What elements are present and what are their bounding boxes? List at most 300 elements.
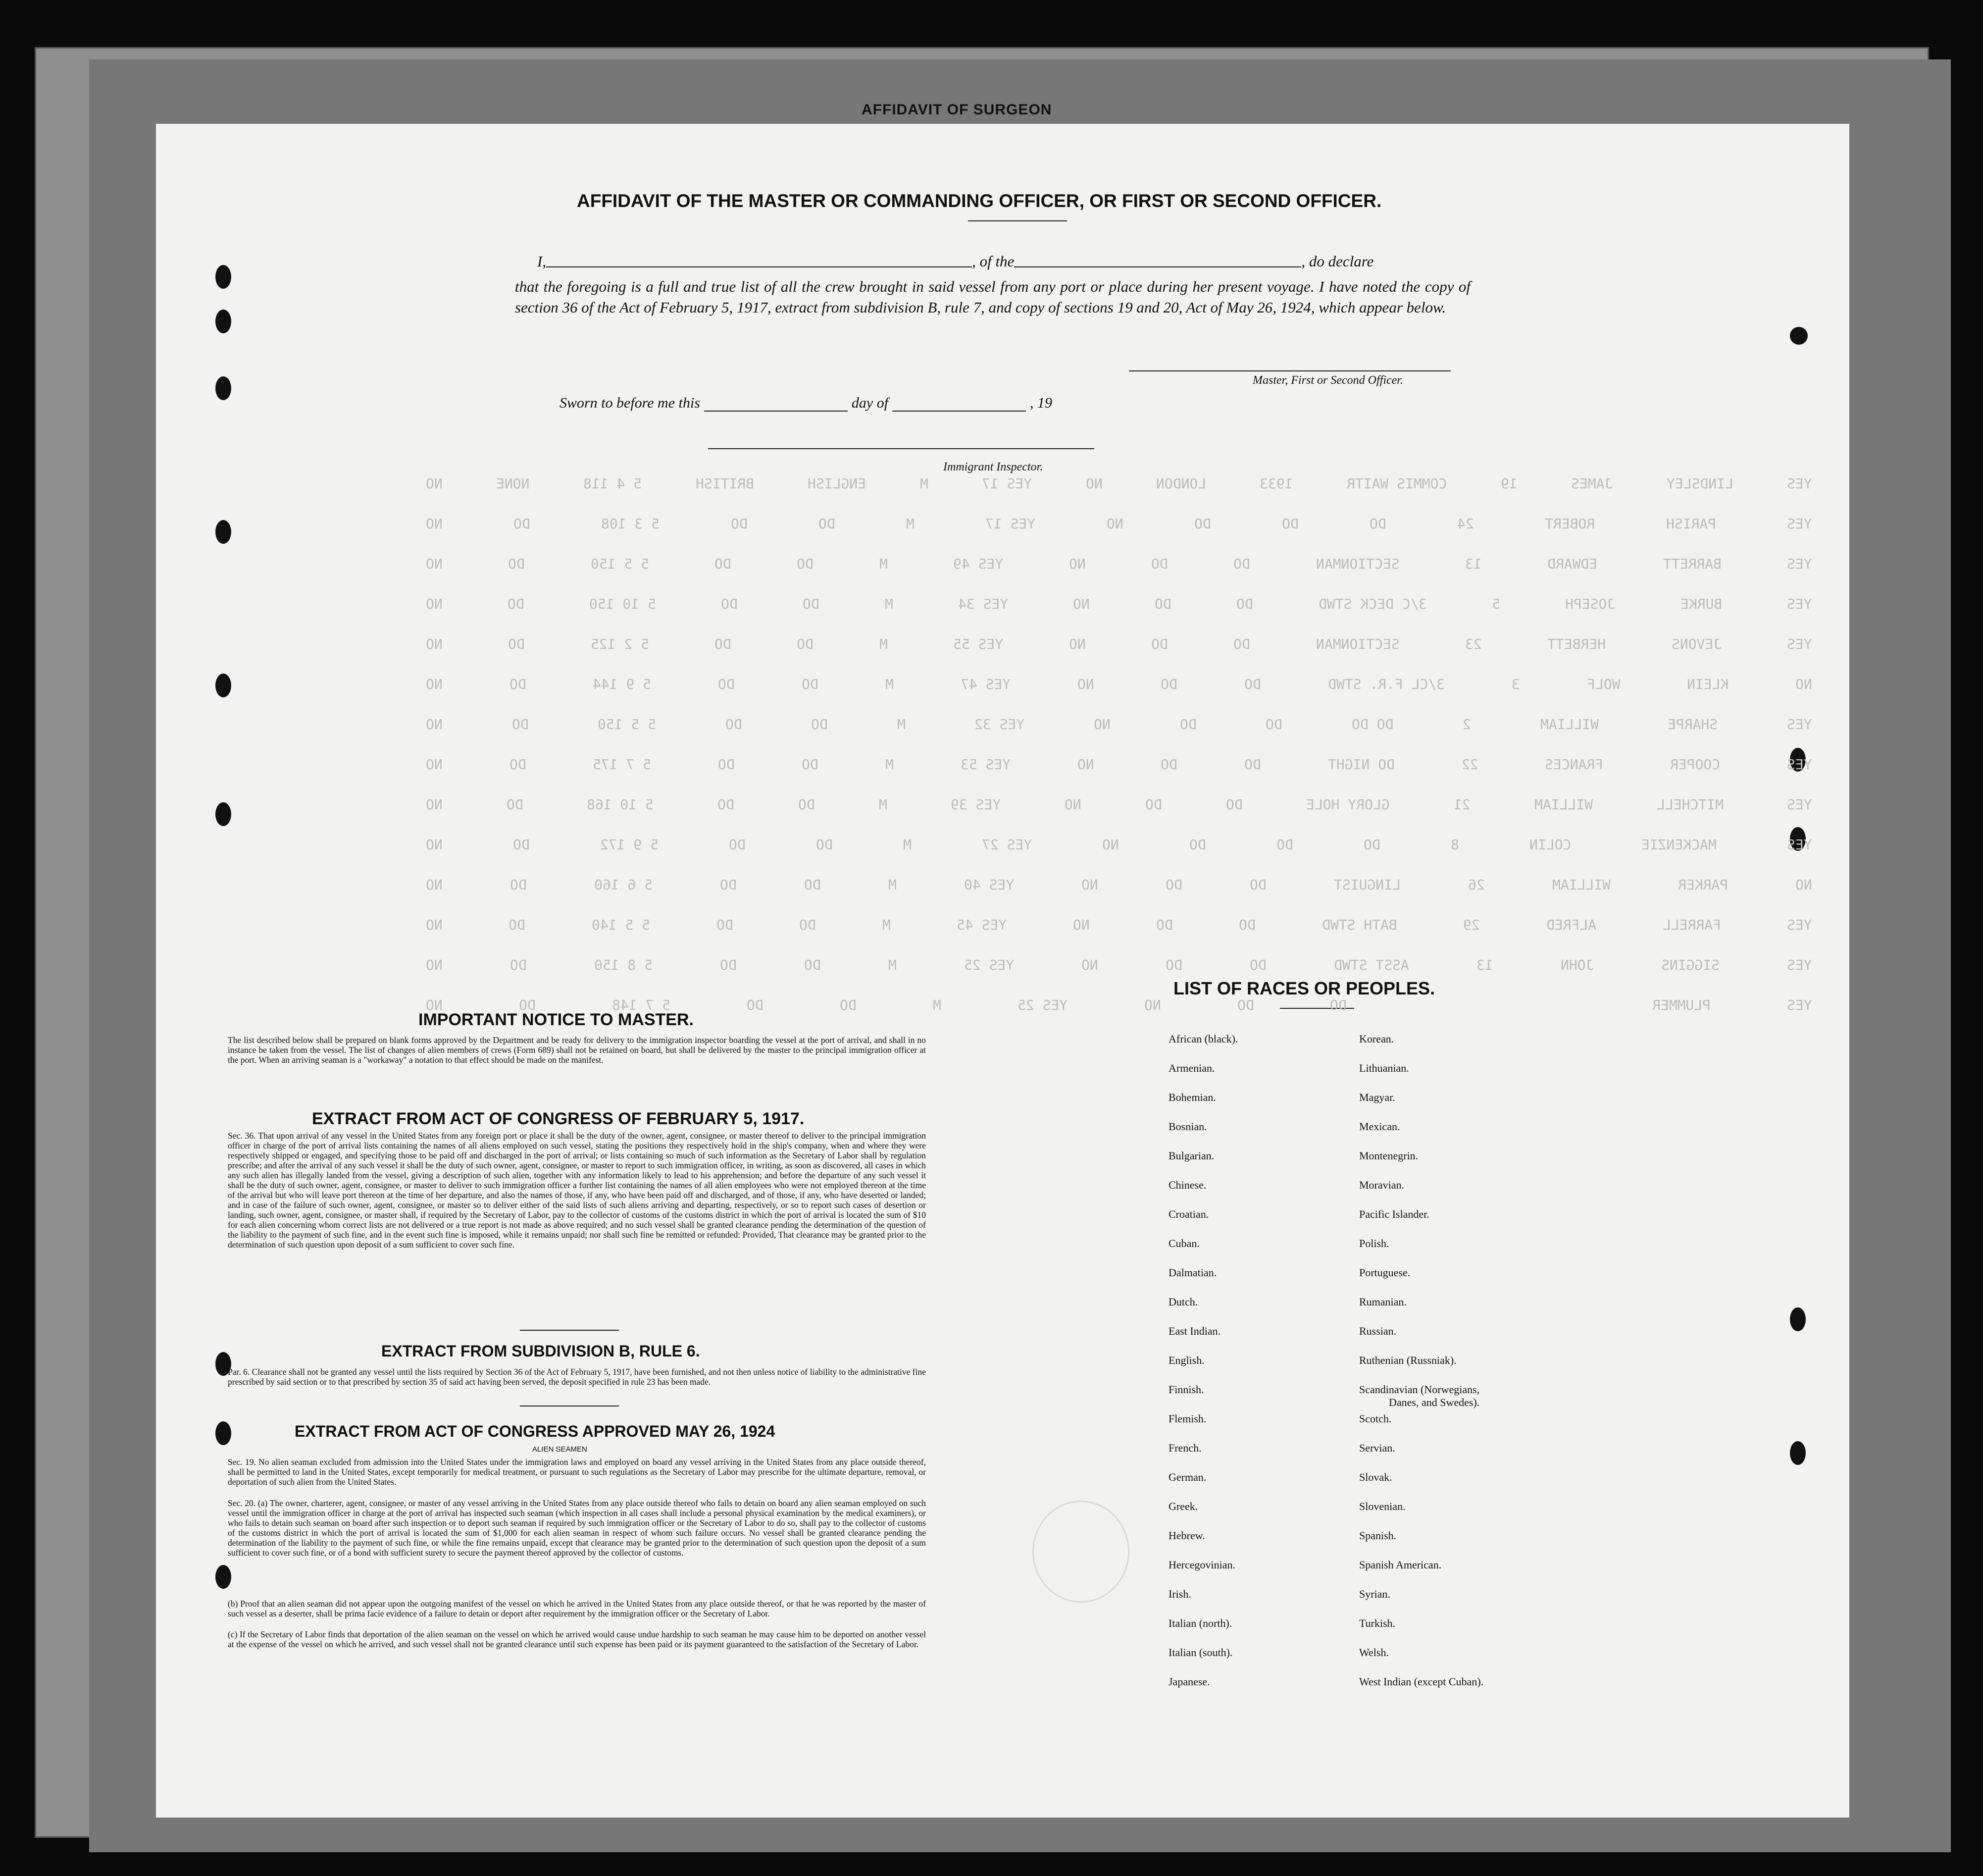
showthrough-cell: YES [1787, 596, 1812, 612]
declaration-declare: , do declare [1301, 253, 1374, 270]
sworn-line [559, 395, 1052, 412]
showthrough-cell: NO [426, 836, 443, 853]
faded-stamp [1032, 1501, 1129, 1603]
race-item: Scandinavian (Norwegians, [1359, 1383, 1480, 1396]
showthrough-cell: DO [804, 957, 821, 973]
showthrough-cell: DO [506, 796, 523, 813]
showthrough-cell: NO [426, 716, 443, 732]
showthrough-cell: 5 4 118 [583, 475, 642, 492]
showthrough-row [426, 957, 1812, 977]
showthrough-cell: 29 [1463, 917, 1480, 933]
race-item: Greek. [1169, 1500, 1198, 1512]
showthrough-cell: DO [1166, 957, 1182, 973]
showthrough-cell: DO [512, 836, 530, 853]
race-item: Polish. [1359, 1237, 1389, 1250]
showthrough-cell: COOPER [1670, 756, 1721, 773]
showthrough-cell: 5 5 150 [598, 716, 657, 732]
binder-hole [215, 1421, 231, 1445]
showthrough-cell: 5 2 125 [590, 636, 649, 652]
race-item: Slovak. [1359, 1471, 1392, 1483]
showthrough-cell: YES [1787, 917, 1812, 933]
showthrough-cell: DO [725, 716, 742, 732]
race-item: Turkish. [1359, 1617, 1396, 1629]
binder-hole [1790, 1441, 1806, 1465]
showthrough-cell: NO [1081, 877, 1098, 893]
showthrough-cell: DO [509, 676, 526, 692]
showthrough-cell: NO [1094, 716, 1111, 732]
race-item: Montenegrin. [1359, 1149, 1419, 1162]
showthrough-cell: 5 9 144 [593, 676, 652, 692]
race-item: Dalmatian. [1169, 1266, 1217, 1279]
showthrough-cell: 5 7 148 [611, 997, 670, 1013]
race-item: Moravian. [1359, 1179, 1405, 1191]
showthrough-cell: DO [1233, 556, 1251, 572]
extract-1924-title: EXTRACT FROM ACT OF CONGRESS APPROVED MAY 26, 1924 [295, 1422, 775, 1440]
showthrough-cell: YES 49 [953, 556, 1004, 572]
showthrough-cell: YES 39 [951, 796, 1001, 813]
showthrough-cell: YES [1787, 716, 1812, 732]
showthrough-cell: DO [509, 756, 526, 773]
showthrough-cell: DO NIGHT [1327, 756, 1395, 773]
showthrough-cell: YES [1787, 516, 1812, 532]
showthrough-row [426, 676, 1812, 696]
showthrough-cell: YES [1787, 997, 1812, 1013]
showthrough-cell: DO [1244, 756, 1261, 773]
showthrough-cell: PARISH [1666, 516, 1716, 532]
sworn-year: , 19 [1030, 395, 1053, 411]
showthrough-cell: DO DO [1351, 716, 1394, 732]
showthrough-cell: DO [513, 516, 530, 532]
signature-label: Master, First or Second Officer. [1253, 374, 1403, 387]
showthrough-cell: NO [426, 475, 443, 492]
race-item: German. [1169, 1471, 1207, 1483]
binder-hole [1790, 1307, 1806, 1331]
showthrough-cell: 26 [1468, 877, 1485, 893]
showthrough-cell: 8 [1450, 836, 1459, 853]
showthrough-cell: 5 8 150 [594, 957, 653, 973]
showthrough-cell: NO [426, 556, 443, 572]
showthrough-cell: M [882, 917, 891, 933]
race-item: Ruthenian (Russniak). [1359, 1354, 1457, 1366]
showthrough-cell: NO [1077, 756, 1094, 773]
showthrough-row [426, 516, 1812, 535]
showthrough-cell: DO [1156, 917, 1173, 933]
day-blank[interactable] [704, 397, 848, 412]
vessel-blank[interactable] [1014, 253, 1301, 267]
race-item: Cuban. [1169, 1237, 1200, 1250]
showthrough-cell: DO [714, 636, 731, 652]
showthrough-cell: M [878, 796, 887, 813]
showthrough-cell: 1933 [1260, 475, 1293, 492]
race-item: Syrian. [1359, 1588, 1390, 1600]
showthrough-cell: DO [1236, 596, 1254, 612]
showthrough-cell: 3 [1511, 676, 1520, 692]
showthrough-cell: DO [1225, 796, 1243, 813]
showthrough-cell: YES 53 [960, 756, 1011, 773]
showthrough-cell: 5 7 175 [593, 756, 652, 773]
showthrough-cell: DO [1244, 676, 1261, 692]
showthrough-cell: 23 [1465, 636, 1482, 652]
showthrough-cell: YES 17 [981, 475, 1032, 492]
showthrough-cell: 5 5 150 [590, 556, 649, 572]
extract-1924-sec19: Sec. 19. No alien seaman excluded from admission into the United States under the immigration laws and employed on board any vessel arriving in the United States from any place outside thereof, shall be permitted to land in the United States, except temporarily for medical treatment, or pursuant to such regulations as the Secretary of Labor may prescribe for the ultimate departure, removal, or deportation of such alien from the United States. [228, 1457, 926, 1487]
showthrough-cell: 5 9 172 [600, 836, 659, 853]
showthrough-cell: MITCHELL [1656, 796, 1724, 813]
showthrough-cell: WOLF [1586, 676, 1620, 692]
showthrough-cell: DO [802, 676, 818, 692]
binder-hole [215, 376, 231, 400]
showthrough-cell: ROBERT [1545, 516, 1595, 532]
showthrough-cell: NO [1068, 636, 1086, 652]
showthrough-cell: DO [1145, 796, 1162, 813]
extract-1924-subtitle: ALIEN SEAMEN [532, 1445, 587, 1454]
showthrough-cell: DO [1151, 556, 1168, 572]
showthrough-row [426, 556, 1812, 575]
showthrough-cell: DO [797, 556, 814, 572]
showthrough-cell: GLORY HOLE [1306, 796, 1390, 813]
showthrough-cell: DO [511, 716, 529, 732]
showthrough-cell: FRANCES [1545, 756, 1604, 773]
showthrough-cell: YES 34 [958, 596, 1008, 612]
showthrough-cell: NO [426, 516, 443, 532]
declaration-body: that the foregoing is a full and true list of all the crew brought in said vessel from any port or place during her present voyage. I have noted the copy of section 36 of the Act of February 5, 1917, extract from subdivision B, rule 7, and copy of sections 19 and 20, Act of May 26, 1924, which appear below. [515, 278, 1471, 316]
race-item: Spanish. [1359, 1529, 1397, 1542]
race-item: Rumanian. [1359, 1296, 1407, 1308]
showthrough-cell: YES 17 [985, 516, 1036, 532]
showthrough-cell: SHARPE [1668, 716, 1718, 732]
showthrough-row [426, 475, 1812, 495]
showthrough-cell: YES [1787, 957, 1812, 973]
showthrough-row [426, 877, 1812, 896]
race-item: Bohemian. [1169, 1091, 1216, 1103]
showthrough-cell: JOHN [1560, 957, 1594, 973]
showthrough-cell: YES 47 [960, 676, 1011, 692]
race-item: Mexican. [1359, 1120, 1400, 1133]
showthrough-cell: DO [509, 877, 527, 893]
showthrough-cell: DO [718, 756, 735, 773]
showthrough-cell: PARKER [1678, 877, 1729, 893]
showthrough-cell: M [919, 475, 928, 492]
showthrough-cell: DO [719, 957, 737, 973]
showthrough-cell: YES [1787, 756, 1812, 773]
showthrough-cell: M [906, 516, 915, 532]
extract-1924-sec20a: Sec. 20. (a) The owner, charterer, agent, consignee, or master of any vessel arriving in the United States from any place outside thereof who fails to detain on board any alien seaman employed on such vessel until the immigration officer in charge at the port of arrival has inspected such seaman (which inspection in all cases shall include a personal physical examination by the medical examiners), or who fails to detain such seaman on board after such inspection or to deport such seaman if required by such immigration officer or the Secretary of Labor to do so, shall pay to the collector of customs of the customs district in which the port of arrival is located the sum of $1,000 for each alien seaman in respect of whom such failure occurs. No vessel shall be granted clearance pending the determination of the liability to the payment of such fine, or while the fine remains unpaid, except that clearance may be granted prior to the determination of such question upon the deposit of a sum sufficient to cover such fine, or of a bond with sufficient surety to secure the payment thereof approved by the collector of customs. [228, 1498, 926, 1558]
showthrough-row [426, 997, 1812, 1017]
race-item: Welsh. [1359, 1646, 1389, 1659]
showthrough-cell: DO [1194, 516, 1211, 532]
affidavit-of-surgeon-title: AFFIDAVIT OF SURGEON [862, 102, 1052, 118]
race-item: Servian. [1359, 1442, 1395, 1454]
showthrough-cell: ASST STWD [1333, 957, 1409, 973]
showthrough-cell: DO [1330, 997, 1347, 1013]
showthrough-cell: NO [1073, 917, 1090, 933]
showthrough-cell: DO [716, 917, 733, 933]
race-item: Bosnian. [1169, 1120, 1207, 1133]
showthrough-cell: DO [508, 596, 524, 612]
showthrough-cell: DO [1166, 877, 1182, 893]
showthrough-cell: MACKENZIE [1641, 836, 1717, 853]
showthrough-row [426, 756, 1812, 776]
race-item: Armenian. [1169, 1062, 1215, 1074]
showthrough-cell: SECTIONMAN [1316, 556, 1400, 572]
race-item: Dutch. [1169, 1296, 1198, 1308]
sworn-prefix: Sworn to before me this [559, 395, 700, 411]
showthrough-cell: M [885, 676, 894, 692]
showthrough-cell: DO [714, 556, 731, 572]
showthrough-cell: YES [1787, 796, 1812, 813]
extract-1924-sec20c: (c) If the Secretary of Labor finds that deportation of the alien seaman on the vessel on which he arrived would cause undue hardship to such seaman he may cause him to be deported on another vessel at the expense of the vessel on which he arrived, and such vessel shall not be granted clearance until such expense has been paid or its payment guaranteed to the satisfaction of the Secretary of Labor. [228, 1629, 926, 1649]
showthrough-cell: 2 [1462, 716, 1471, 732]
showthrough-cell: YES 45 [957, 917, 1007, 933]
showthrough-cell: NONE [496, 475, 530, 492]
notice-body: The list described below shall be prepared on blank forms approved by the Department and be ready for delivery to the immigration inspector boarding the vessel at the port of arrival, and shall in no instance be taken from the vessel. The list of changes of alien members of crews (Form 689) shall not be retained on board, but shall be delivered by the master to the principal immigration officer at the port. When an arriving seaman is a "workaway" a notation to that effect should be made on the manifest. [228, 1035, 926, 1065]
showthrough-cell: DO [1266, 716, 1283, 732]
showthrough-cell: PLUMMER [1652, 997, 1711, 1013]
showthrough-cell: DO [818, 516, 835, 532]
showthrough-cell: NO [1077, 676, 1094, 692]
showthrough-cell: 5 5 140 [591, 917, 650, 933]
showthrough-cell: DO [508, 917, 526, 933]
showthrough-cell: YES 55 [953, 636, 1004, 652]
showthrough-row [426, 636, 1812, 656]
showthrough-cell: DO [717, 796, 734, 813]
showthrough-row [426, 836, 1812, 856]
showthrough-cell: JAMES [1571, 475, 1613, 492]
binder-hole [1790, 327, 1808, 345]
signature-line [1129, 370, 1451, 371]
showthrough-cell: BATH STWD [1322, 917, 1397, 933]
showthrough-cell: WILLIAM [1534, 796, 1593, 813]
race-item: Pacific Islander. [1359, 1208, 1429, 1220]
race-item: Japanese. [1169, 1675, 1210, 1688]
races-title: LIST OF RACES OR PEOPLES. [1173, 978, 1435, 998]
divider [520, 1406, 619, 1407]
showthrough-cell: DO [799, 917, 816, 933]
race-item: Slovenian. [1359, 1500, 1406, 1512]
showthrough-cell: DO [803, 596, 820, 612]
showthrough-cell: DO [730, 516, 748, 532]
showthrough-cell: DO [1161, 676, 1178, 692]
showthrough-cell: DO [508, 636, 525, 652]
showthrough-cell: NO [1065, 796, 1082, 813]
binder-hole [215, 520, 231, 544]
showthrough-cell: BARRETT [1663, 556, 1722, 572]
showthrough-cell: FARRELL [1662, 917, 1721, 933]
showthrough-cell: M [897, 716, 906, 732]
showthrough-cell: YES 27 [981, 836, 1032, 853]
showthrough-cell: EDWARD [1547, 556, 1598, 572]
race-item: Portuguese. [1359, 1266, 1411, 1279]
showthrough-row [426, 796, 1812, 816]
race-item: English. [1169, 1354, 1205, 1366]
race-item: Hebrew. [1169, 1529, 1205, 1542]
binder-hole [215, 265, 231, 289]
showthrough-cell: YES [1787, 836, 1812, 853]
name-blank[interactable] [546, 253, 972, 267]
showthrough-cell: COMMIS WAITR [1347, 475, 1447, 492]
showthrough-cell: NO [1102, 836, 1119, 853]
showthrough-cell: NO [1068, 556, 1086, 572]
showthrough-cell: M [888, 877, 897, 893]
race-item: West Indian (except Cuban). [1359, 1675, 1484, 1688]
showthrough-cell: NO [426, 676, 443, 692]
showthrough-cell: YES 40 [964, 877, 1014, 893]
showthrough-cell: JEVONS [1671, 636, 1722, 652]
showthrough-cell: 21 [1453, 796, 1471, 813]
showthrough-cell: DO [508, 556, 525, 572]
rule-6-body: Par. 6. Clearance shall not be granted any vessel until the lists required by Section 36 of the Act of February 5, 1917, have been furnished, and not then unless notice of liability to the administrative fine prescribed by said section or to that prescribed by section 35 of said act having been served, the deposit specified in rule 23 has been made. [228, 1367, 926, 1387]
showthrough-cell: M [933, 997, 941, 1013]
showthrough-cell: NO [426, 957, 443, 973]
binder-hole [215, 802, 231, 826]
showthrough-cell: DO [509, 957, 527, 973]
showthrough-row [426, 716, 1812, 736]
race-item: Bulgarian. [1169, 1149, 1215, 1162]
race-item: Italian (south). [1169, 1646, 1233, 1659]
showthrough-cell: M [903, 836, 912, 853]
race-item: Russian. [1359, 1325, 1397, 1337]
race-item: Scotch. [1359, 1412, 1392, 1425]
declaration-of-the: , of the [972, 253, 1015, 270]
showthrough-cell: DO [1239, 917, 1256, 933]
showthrough-cell: SECTIONMAN [1316, 636, 1400, 652]
inspector-signature-line [708, 448, 1094, 449]
showthrough-cell: M [885, 756, 894, 773]
showthrough-cell: KLEIN [1686, 676, 1729, 692]
showthrough-cell: DO [729, 836, 746, 853]
declaration-i: I, [537, 253, 547, 270]
showthrough-cell: YES [1787, 556, 1812, 572]
extract-1924-sec20b: (b) Proof that an alien seaman did not appear upon the outgoing manifest of the vessel on which he arrived in the United States from any place outside thereof, or that he was reported by the master of such vessel as a deserter, shall be prima facie evidence of a failure to detain or deport after requirement by the immigration officer or the Secretary of Labor. [228, 1599, 926, 1618]
showthrough-cell: DO [1369, 516, 1386, 532]
showthrough-cell: DO [840, 997, 857, 1013]
binder-hole [215, 674, 231, 697]
showthrough-cell: DO [1179, 716, 1197, 732]
race-item: Finnish. [1169, 1383, 1204, 1396]
sworn-day-of: day of [851, 395, 889, 411]
race-item: Magyar. [1359, 1091, 1395, 1103]
showthrough-cell: M [888, 957, 897, 973]
showthrough-cell: JOSEPH [1565, 596, 1616, 612]
showthrough-cell: LINDSLEY [1666, 475, 1733, 492]
showthrough-cell: NO [1795, 877, 1812, 893]
showthrough-cell: 19 [1500, 475, 1518, 492]
showthrough-cell: 5 6 160 [594, 877, 653, 893]
showthrough-cell: M [879, 556, 888, 572]
showthrough-cell: 13 [1465, 556, 1482, 572]
showthrough-cell: 13 [1476, 957, 1493, 973]
declaration-line [537, 253, 1373, 270]
affidavit-title: AFFIDAVIT OF THE MASTER OR COMMANDING OFFICER, OR FIRST OR SECOND OFFICER. [577, 191, 1382, 211]
showthrough-cell: M [879, 636, 888, 652]
race-item: Danes, and Swedes). [1389, 1396, 1480, 1408]
divider [968, 220, 1067, 221]
showthrough-cell: DO [718, 676, 735, 692]
showthrough-cell: 3/CL F.R. STWD [1327, 676, 1445, 692]
showthrough-cell: DO [1155, 596, 1172, 612]
showthrough-cell: DO [1233, 636, 1251, 652]
showthrough-cell: 5 10 150 [589, 596, 657, 612]
showthrough-cell: NO [1081, 957, 1098, 973]
race-item: Chinese. [1169, 1179, 1207, 1191]
month-blank[interactable] [892, 397, 1026, 412]
race-item: Spanish American. [1359, 1559, 1442, 1571]
showthrough-cell: DO [798, 796, 815, 813]
notice-title: IMPORTANT NOTICE TO MASTER. [418, 1010, 694, 1029]
showthrough-cell: 3/C DECK STWD [1318, 596, 1427, 612]
showthrough-cell: 22 [1461, 756, 1478, 773]
race-item: Flemish. [1169, 1412, 1207, 1425]
showthrough-cell: LINGUIST [1333, 877, 1401, 893]
showthrough-cell: YES [1787, 475, 1812, 492]
race-item: Irish. [1169, 1588, 1191, 1600]
showthrough-cell: HERBETT [1547, 636, 1606, 652]
showthrough-cell: 5 10 168 [587, 796, 654, 813]
showthrough-cell: 5 [1492, 596, 1500, 612]
showthrough-cell: YES 25 [1017, 997, 1068, 1013]
showthrough-cell: DO [1237, 997, 1254, 1013]
showthrough-cell: BURKE [1680, 596, 1723, 612]
showthrough-cell: NO [426, 877, 443, 893]
showthrough-cell: NO [426, 917, 443, 933]
showthrough-cell: DO [804, 877, 821, 893]
binder-hole [215, 310, 231, 333]
showthrough-cell: NO [426, 756, 443, 773]
showthrough-cell: DO [815, 836, 833, 853]
extract-1917-title: EXTRACT FROM ACT OF CONGRESS OF FEBRUARY 5, 1917. [312, 1109, 805, 1128]
showthrough-cell: DO [1249, 957, 1267, 973]
divider [520, 1330, 619, 1331]
showthrough-cell: DO [802, 756, 818, 773]
binder-hole [215, 1565, 231, 1589]
race-item: Croatian. [1169, 1208, 1209, 1220]
showthrough-cell: 24 [1457, 516, 1474, 532]
showthrough-cell: NO [426, 636, 443, 652]
showthrough-cell: DO [721, 596, 738, 612]
showthrough-cell: BRITISH [695, 475, 754, 492]
showthrough-cell: DO [1281, 516, 1299, 532]
showthrough-cell: DO [747, 997, 763, 1013]
showthrough-cell: WILLIAM [1540, 716, 1599, 732]
showthrough-cell: WILLIAM [1552, 877, 1611, 893]
showthrough-cell: NO [426, 596, 443, 612]
showthrough-cell: DO [1189, 836, 1206, 853]
showthrough-cell: LONDON [1156, 475, 1206, 492]
showthrough-cell: 5 3 108 [601, 516, 660, 532]
inspector-label: Immigrant Inspector. [943, 461, 1043, 473]
rule-6-title: EXTRACT FROM SUBDIVISION B, RULE 6. [381, 1342, 700, 1360]
showthrough-cell: NO [1085, 475, 1103, 492]
race-item: East Indian. [1169, 1325, 1221, 1337]
showthrough-row [426, 596, 1812, 616]
showthrough-cell: DO [1161, 756, 1178, 773]
showthrough-cell: YES 32 [974, 716, 1025, 732]
showthrough-cell: DO [1151, 636, 1168, 652]
showthrough-cell: DO [811, 716, 828, 732]
race-item: Italian (north). [1169, 1617, 1232, 1629]
showthrough-cell: DO [1363, 836, 1380, 853]
showthrough-cell: NO [1106, 516, 1123, 532]
showthrough-cell: NO [1795, 676, 1812, 692]
showthrough-cell: YES [1787, 636, 1812, 652]
showthrough-cell: DO [1249, 877, 1267, 893]
showthrough-cell: ALFRED [1546, 917, 1596, 933]
showthrough-cell: COLIN [1529, 836, 1572, 853]
showthrough-cell: DO [1276, 836, 1293, 853]
showthrough-cell: M [884, 596, 893, 612]
extract-1917-body: Sec. 36. That upon arrival of any vessel in the United States from any foreign port or place it shall be the duty of the owner, agent, consignee, or master thereof to deliver to the principal immigration officer in charge of the port of arrival lists containing the names of all aliens employed on such vessel, stating the positions they respectively hold in the ship's company, when and where they were respectively shipped or engaged, and specifying those to be paid off and discharged in the port of arrival; or lists containing so much of such information as the Secretary of Labor shall by regulation prescribe; and after the arrival of any such vessel it shall be the duty of such owner, agent, consignee, or master to report to such immigration officer, in writing, as soon as discovered, all cases in which any such alien has illegally landed from the vessel, giving a description of such alien, together with any information likely to lead to his apprehension; and before the departure of any such vessel it shall be the duty of such owner, agent, consignee, or master to deliver to such immigration officer a further list containing the names of all alien employees who were not employed thereon at the time of the arrival but who will leave port thereon at the time of her departure, and also the names of those, if any, who have been paid off and discharged, and of those, if any, who have deserted or landed; and in case of the failure of such owner, agent, consignee, or master so to deliver either of the said lists of such aliens arriving and departing, respectively, or so to report such cases of desertion or landing, such owner, agent, consignee, or master shall, if required by the Secretary of Labor, pay to the collector of customs of the customs district in which the port of arrival is located the sum of $10 for each alien concerning whom correct lists are not delivered or a true report is not made as above required; and no such vessel shall be granted clearance pending the determination of the question of the liability to the payment of such fine, and in the event such fine is imposed, while it remains unpaid; nor shall such fine be remitted or refunded: Provided, That clearance may be granted prior to the determination of such question upon deposit of a sum sufficient to cover such fine. [228, 1131, 926, 1250]
race-item: Hercegovinian. [1169, 1559, 1235, 1571]
